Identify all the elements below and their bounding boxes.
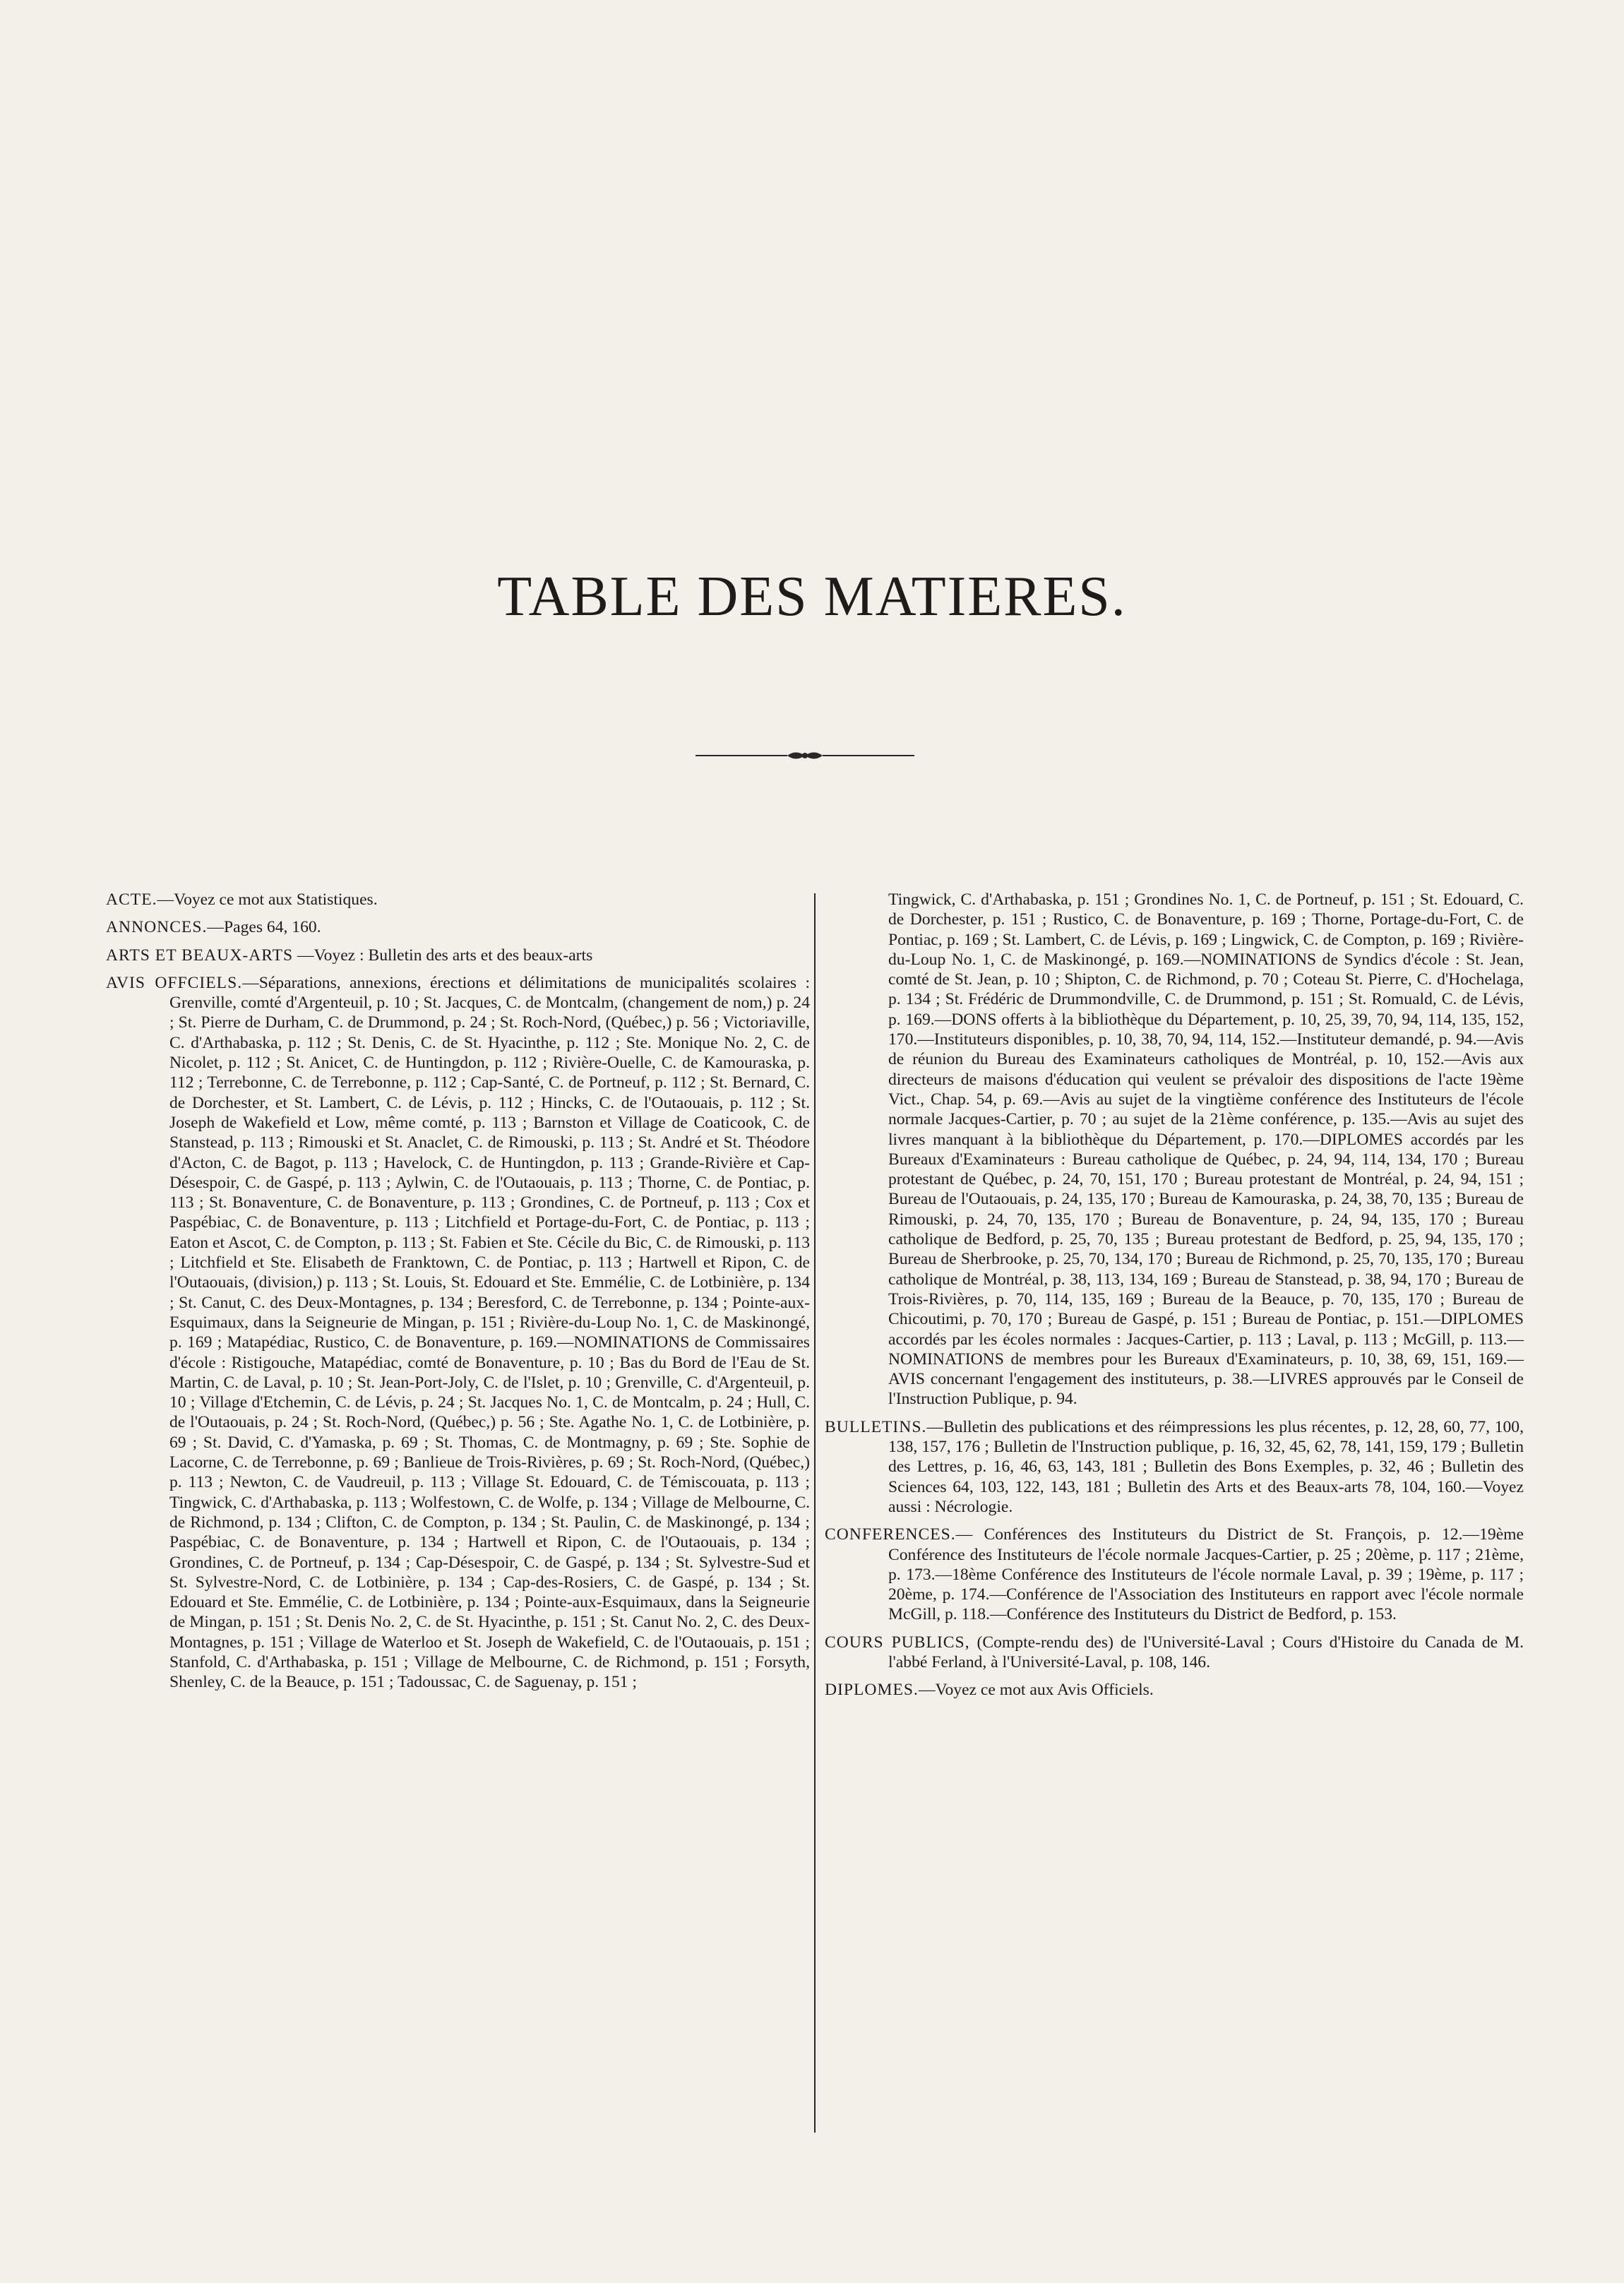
entry-text: —Voyez ce mot aux Avis Officiels. xyxy=(918,1681,1154,1700)
entry-text: —Bulletin des publications et des réimpressions les plus récentes, p. 12, 28, 60, 77, 100, 138, 157, 176 ; Bulletin de l'Instruction publique, p. 16, 32, 45, 62, 78, 141, 159, 179 ; Bulletin des Lettres, p. 16, 46, 63, 143, 181 ; Bulletin des Bons Exemples, p. 32, 46 ; Bulletin des Sciences 64, 103, 122, 143, 181 ; Bulletin des Arts et des Beaux-arts 78, 104, 160.—Voyez aussi : Nécrologie. xyxy=(888,1417,1524,1516)
entry-heading: DIPLOMES. xyxy=(825,1681,919,1700)
index-entry-diplomes xyxy=(825,1680,1524,1700)
page-title: TABLE DES MATIERES. xyxy=(497,566,1127,628)
index-entry-acte xyxy=(106,890,810,910)
right-column xyxy=(825,890,1524,1708)
entry-text: —Voyez : Bulletin des arts et des beaux-arts xyxy=(297,946,593,965)
entry-heading: ARTS ET BEAUX-ARTS xyxy=(106,946,294,965)
title-ornament xyxy=(695,745,914,766)
index-entry-avis-officiels xyxy=(106,973,810,1693)
entry-text: (Compte-rendu des) de l'Université-Laval ; Cours d'Histoire du Canada de M. l'abbé Ferland, à l'Université-Laval, p. 108, 146. xyxy=(888,1633,1524,1671)
entry-heading: BULLETINS. xyxy=(825,1417,927,1436)
column-divider xyxy=(814,893,816,2133)
entry-heading: COURS PUBLICS, xyxy=(825,1633,970,1652)
entry-heading: AVIS OFFCIELS. xyxy=(106,973,243,992)
entry-heading: ANNONCES. xyxy=(106,918,208,937)
index-entry-conferences xyxy=(825,1525,1524,1624)
entry-text: —Pages 64, 160. xyxy=(207,918,321,937)
entry-text: — Conférences des Instituteurs du District de St. François, p. 12.—19ème Conférence des Instituteurs de l'école normale Jacques-Cartier, p. 25 ; 20ème, p. 117 ; 21ème, p. 173.—18ème Conférence des Instituteurs de l'école normale Laval, p. 39 ; 19ème, p. 117 ; 20ème, p. 174.—Conférence de l'Association des Instituteurs en rapport avec l'école normale McGill, p. 118.—Conférence des Instituteurs du District de Bedford, p. 153. xyxy=(888,1525,1524,1624)
index-entry-annonces xyxy=(106,917,810,937)
index-entry-avis-officiels-continued: Tingwick, C. d'Arthabaska, p. 151 ; Grondines No. 1, C. de Portneuf, p. 151 ; St. Edouard, C. de Dorchester, p. 151 ; Rustico, C. de Bonaventure, p. 169 ; Thorne, Portage-du-Fort, C. de Pontiac, p. 169 ; St. Lambert, C. de Lévis, p. 169 ; Lingwick, C. de Compton, p. 169 ; Rivière-du-Loup No. 1, C. de Maskinongé, p. 169.—NOMINATIONS de Syndics d'école : St. Jean, comté de St. Jean, p. 10 ; Shipton, C. de Richmond, p. 70 ; Coteau St. Pierre, C. d'Hochelaga, p. 134 ; St. Frédéric de Drummondville, C. de Drummond, p. 151 ; St. Romuald, C. de Lévis, p. 169.—DONS offerts à la bibliothèque du Département, p. 10, 25, 39, 70, 94, 114, 135, 152, 170.—Instituteurs disponibles, p. 10, 38, 70, 94, 114, 152.—Instituteur demandé, p. 94.—Avis de réunion du Bureau des Examinateurs catholiques de Montréal, p. 10, 152.—Avis aux directeurs de maisons d'éducation qui veulent se prévaloir des dispositions de l'acte 19ème Vict., Chap. 54, p. 69.—Avis au sujet de la vingtième conférence des Instituteurs de l'école normale Jacques-Cartier, p. 70 ; au sujet de la 21ème conférence, p. 135.—Avis au sujet des livres manquant à la bibliothèque du Département, p. 170.—DIPLOMES accordés par les Bureaux d'Examinateurs : Bureau catholique de Québec, p. 24, 94, 114, 134, 170 ; Bureau protestant de Québec, p. 24, 70, 151, 170 ; Bureau protestant de Montréal, p. 24, 94, 151 ; Bureau de l'Outaouais, p. 24, 135, 170 ; Bureau de Kamouraska, p. 24, 38, 70, 135 ; Bureau de Rimouski, p. 24, 70, 135, 170 ; Bureau de Bonaventure, p. 24, 94, 135, 170 ; Bureau catholique de Bedford, p. 25, 70, 135 ; Bureau protestant de Bedford, p. 25, 94, 135, 170 ; Bureau de Sherbrooke, p. 25, 70, 134, 170 ; Bureau de Richmond, p. 25, 70, 135, 170 ; Bureau catholique de Montréal, p. 38, 113, 134, 169 ; Bureau de Stanstead, p. 38, 94, 170 ; Bureau de Trois-Rivières, p. 70, 114, 135, 169 ; Bureau de la Beauce, p. 70, 135, 170 ; Bureau de Chicoutimi, p. 70, 170 ; Bureau de Gaspé, p. 151 ; Bureau de Pontiac, p. 151.—DIPLOMES accordés par les écoles normales : Jacques-Cartier, p. 113 ; Laval, p. 113 ; McGill, p. 113.—NOMINATIONS de membres pour les Bureaux d'Examinateurs, p. 10, 38, 69, 151, 169.—AVIS concernant l'engagement des instituteurs, p. 38.—LIVRES approuvés par le Conseil de l'Instruction Publique, p. 94. xyxy=(888,890,1524,1409)
left-column xyxy=(106,890,810,1700)
index-entry-arts xyxy=(106,946,810,965)
index-entry-cours-publics xyxy=(825,1633,1524,1673)
index-entry-bulletins xyxy=(825,1417,1524,1517)
entry-text: —Séparations, annexions, érections et délimitations de municipalités scolaires : Grenville, comté d'Argenteuil, p. 10 ; St. Jacques, C. de Montcalm, (changement de nom,) p. 24 ; St. Pierre de Durham, C. de Drummond, p. 24 ; St. Roch-Nord, (Québec,) p. 56 ; Victoriaville, C. d'Arthabaska, p. 112 ; St. Denis, C. de St. Hyacinthe, p. 112 ; Ste. Monique No. 2, C. de Nicolet, p. 112 ; St. Anicet, C. de Huntingdon, p. 112 ; Rivière-Ouelle, C. de Kamouraska, p. 112 ; Terrebonne, C. de Terrebonne, p. 112 ; Cap-Santé, C. de Portneuf, p. 112 ; St. Bernard, C. de Dorchester, et St. Lambert, C. de Lévis, p. 112 ; Hincks, C. de l'Outaouais, p. 112 ; St. Joseph de Wakefield et Low, même comté, p. 113 ; Barnston et Village de Coaticook, C. de Stanstead, p. 113 ; Rimouski et St. Anaclet, C. de Rimouski, p. 113 ; St. André et St. Théodore d'Acton, C. de Bagot, p. 113 ; Havelock, C. de Huntingdon, p. 113 ; Grande-Rivière et Cap-Désespoir, C. de Gaspé, p. 113 ; Aylwin, C. de l'Outaouais, p. 113 ; Thorne, C. de Pontiac, p. 113 ; St. Bonaventure, C. de Bonaventure, p. 113 ; Grondines, C. de Portneuf, p. 113 ; Cox et Paspébiac, C. de Bonaventure, p. 113 ; Litchfield et Portage-du-Fort, C. de Pontiac, p. 113 ; Eaton et Ascot, C. de Compton, p. 113 ; St. Fabien et Ste. Cécile du Bic, C. de Rimouski, p. 113 ; Litchfield et Ste. Elisabeth de Franktown, C. de Pontiac, p. 113 ; Hartwell et Ripon, C. de l'Outaouais, (division,) p. 113 ; St. Louis, St. Edouard et Ste. Emmélie, C. de Lotbinière, p. 134 ; St. Canut, C. des Deux-Montagnes, p. 134 ; Beresford, C. de Terrebonne, p. 134 ; Pointe-aux-Esquimaux, dans la Seigneurie de Mingan, p. 151 ; Rivière-du-Loup No. 1, C. de Maskinongé, p. 169 ; Matapédiac, Rustico, C. de Bonaventure, p. 169.—NOMINATIONS de Commissaires d'école : Ristigouche, Matapédiac, comté de Bonaventure, p. 10 ; Bas du Bord de l'Eau de St. Martin, C. de Laval, p. 10 ; St. Jean-Port-Joly, C. de l'Islet, p. 10 ; Grenville, C. d'Argenteuil, p. 10 ; Village d'Etchemin, C. de Lévis, p. 24 ; St. Jacques No. 1, C. de Montcalm, p. 24 ; Hull, C. de l'Outaouais, p. 24 ; St. Roch-Nord, (Québec,) p. 56 ; Ste. Agathe No. 1, C. de Lotbinière, p. 69 ; St. David, C. d'Yamaska, p. 69 ; St. Thomas, C. de Montmagny, p. 69 ; Ste. Sophie de Lacorne, C. de Terrebonne, p. 69 ; Banlieue de Trois-Rivières, p. 69 ; St. Roch-Nord, (Québec,) p. 113 ; Newton, C. de Vaudreuil, p. 113 ; Village St. Edouard, C. de Témiscouata, p. 113 ; Tingwick, C. d'Arthabaska, p. 113 ; Wolfestown, C. de Wolfe, p. 134 ; Village de Melbourne, C. de Richmond, p. 134 ; Clifton, C. de Compton, p. 134 ; St. Paulin, C. de Maskinongé, p. 134 ; Paspébiac, C. de Bonaventure, p. 134 ; Hartwell et Ripon, C. de l'Outaouais, p. 134 ; Grondines, C. de Portneuf, p. 134 ; Cap-Désespoir, C. de Gaspé, p. 134 ; St. Sylvestre-Sud et St. Sylvestre-Nord, C. de Lotbinière, p. 134 ; Cap-des-Rosiers, C. de Gaspé, p. 134 ; St. Edouard et Ste. Emmélie, C. de Lotbinière, p. 134 ; Pointe-aux-Esquimaux, dans la Seigneurie de Mingan, p. 151 ; St. Denis No. 2, C. de St. Hyacinthe, p. 151 ; St. Canut No. 2, C. des Deux-Montagnes, p. 151 ; Village de Waterloo et St. Joseph de Wakefield, C. de l'Outaouais, p. 151 ; Stanfold, C. d'Arthabaska, p. 151 ; Village de Melbourne, C. de Richmond, p. 151 ; Forsyth, Shenley, C. de la Beauce, p. 151 ; Tadoussac, C. de Saguenay, p. 151 ; xyxy=(169,973,810,1692)
entry-heading: ACTE. xyxy=(106,890,157,909)
entry-text: —Voyez ce mot aux Statistiques. xyxy=(157,890,378,909)
entry-heading: CONFERENCES. xyxy=(825,1525,956,1544)
